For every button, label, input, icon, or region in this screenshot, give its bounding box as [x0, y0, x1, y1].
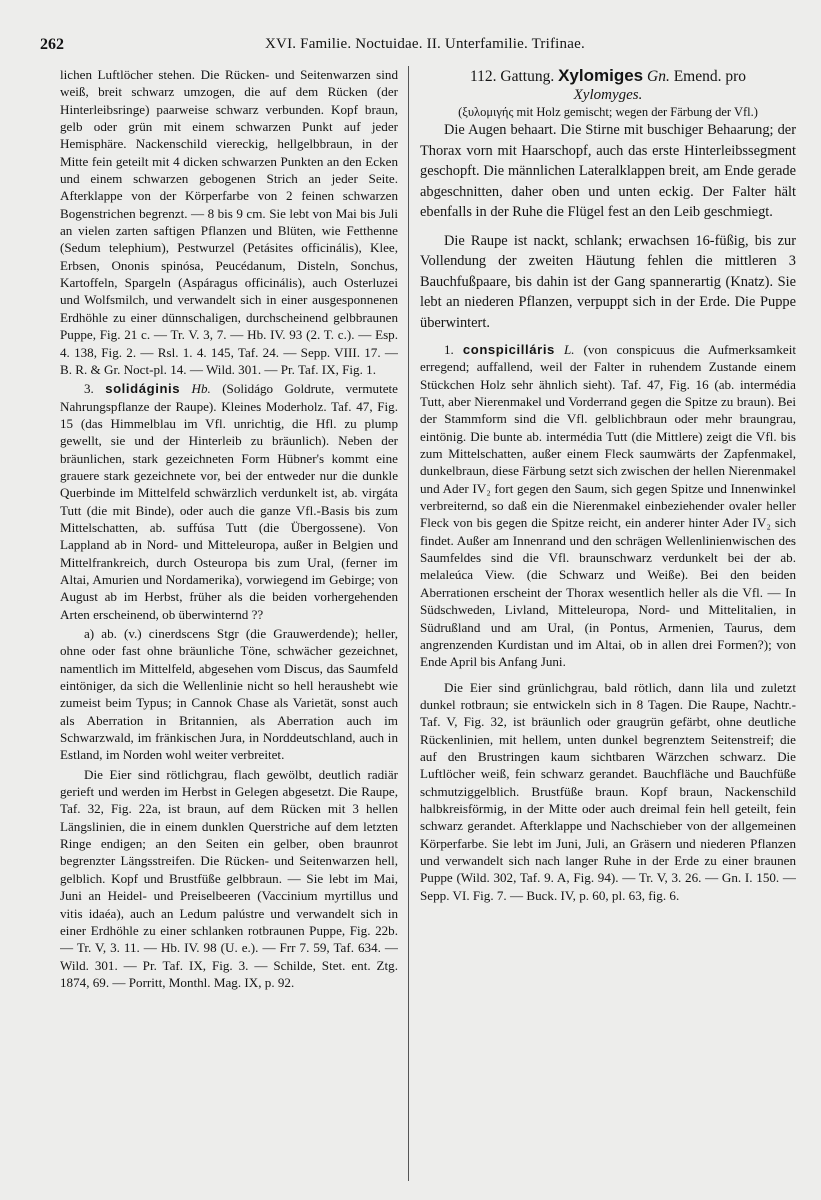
genus-emend: Emend. pro — [673, 68, 747, 85]
running-head: XVI. Familie. Noctuidae. II. Unterfamilie. Trifinae. — [265, 36, 585, 52]
spacer — [420, 223, 796, 231]
larva-description: Die Raupe ist nackt, schlank; erwachsen 16-füßig, bis zur Vollendung der zweiten Häutung fehlen die mittleren 3 Bauchfußpaare, bis dahin ist der Gang spannerartig (Knatz). Sie lebt an niederen Pflanzen, verpuppt sich in der Erde. Die Puppe überwintert. — [420, 232, 796, 331]
species-name: solidáginis — [105, 381, 181, 397]
aberration-cinerascens: a) ab. (v.) cinerdscens Stgr (die Grauwerdende); heller, ohne oder fast ohne bräunliche Töne, schwächer gezeichnet, namentlich im Mittelfeld, abgesehen vom Discus, das Saumfeld eintöniger, da sich die Wellenlinie nicht so hell heraushebt wie zumeist beim Typus; in Cannok Chase als Varietät, sonst auch als Aberration in Britannien, als Aberration auch im Schwarzwald, im fränkischen Jura, in Norddeutschland, auch in Estland, im Norden wohl weiter verbreitet. — [60, 626, 398, 763]
genus-alt-name: Xylomyges. — [573, 87, 643, 103]
continued-paragraph: lichen Luftlöcher stehen. Die Rücken- und Seitenwarzen sind weiß, breit schwarz umzogen, die auf dem Rücken (der Hinterleibsringe) paarweise schwarz verbunden. Kopf braun, gelb oder grün mit einem schwarzen Punkt auf jeder Hemisphäre. Nackenschild viereckig, hellgelbbraun, in der Mitte fein geteilt mit 4 dicken schwarzen Punkten an den Ecken und einem schwarzen gebogenen Strich an jeder Seite. Afterklappe von der Körperfarbe von 2 feinen schwarzen Bogenstrichen begrenzt. — 8 bis 9 cm. Sie lebt von Mai bis Juli an vielen zarten saftigen Pflanzen und Blüten, wie Fetthenne (Sedum telephium), Pestwurzel (Petásites officinális), Klee, Erbsen, Ononis spinósa, Peucédanum, Disteln, Sonchus, Kartoffeln, Spargeln (Aspáragus officinális), auch Osterluzei und Wolfsmilch, und verwandelt sich in einer ausgesponnenen Erdhöhle zu einer dünnschaligen, durchscheinend gelbbraunen Puppe, Fig. 21 c. — Tr. V. 3, 7. — Hb. IV. 93 (2. T. c.). — Esp. 4. 138, Fig. 2. — Rsl. 1. 4. 145, Taf. 24. — Sepp. VIII. 17. — B. R. & Gr. Noct-pl. 14. — Wild. 301. — Pr. Taf. IX, Fig. 1. — [60, 67, 398, 377]
genus-name: Xylomiges — [558, 66, 644, 85]
species-entry-conspicillaris — [420, 341, 796, 671]
genus-heading — [420, 66, 796, 86]
eggs-larva-paragraph: Die Eier sind grünlichgrau, bald rötlich, dann lila und zuletzt dunkel rotbraun; sie entwickeln sich in 8 Tagen. Die Raupe, Nachtr.-Taf. V, Fig. 32, ist bräunlich oder graugrün gefärbt, ohne deutliche Rückenlinien, mit hellem, unten dunkel begrenztem Seitenstreif; die auf den Brustringen kaum sichtbaren Wärzchen schwarz. Die Luftlöcher weiß, fein schwarz gerandet. Bauchfläche und Bauchfüße schmutziggelblich. Brustfüße braun. Kopf braun, Nackenschild halbkreisförmig, in der Mitte oder auch dreimal fein hell geteilt, fein schwarz gerandet. Afterklappe und Nachschieber von der allgemeinen Körperfarbe. Sie lebt im Juni, Juli, an Gräsern und niederen Pflanzen und verwandelt sich nach langer Ruhe in der Erde zu einer braunen Puppe (Wild. 302, Taf. 9. A, Fig. 94). — Tr. V, 3. 26. — Gn. I. 150. — Sepp. VI. Fig. 7. — Buck. IV, p. 60, pl. 63, fig. 6. — [420, 679, 796, 903]
genus-etymology: (ξυλομιγής mit Holz gemischt; wegen der Färbung der Vfl.) — [458, 105, 758, 119]
spacer — [420, 333, 796, 341]
species-number: 3. — [84, 381, 94, 397]
genus-number: 112. Gattung. — [469, 68, 555, 85]
species-author: Hb. — [191, 381, 211, 397]
spacer — [420, 671, 796, 679]
eggs-larva-paragraph: Die Eier sind rötlichgrau, flach gewölbt, deutlich radiär gerieft und werden im Herbst in Gelegen abgesetzt. Die Raupe, Taf. 32, Fig. 22a, ist braun, auf dem Rücken mit 3 hellen Längslinien, die in einem dunklen Querstriche auf dem letzten Ringe endigen; an den Seiten ein gelber, oben braunrot begrenzter Längsstreifen. Die Rücken- und Seitenwarzen hell, gelblich. Kopf und Brustfüße gelbbraun. — Sie lebt im Mai, Juni an Heidel- und Preiselbeeren (Vaccinium myrtillus und vitis idaéa), auch an Ledum palústre und verwandelt sich in einer Erdhöhle zu einer schlanken rotbraunen Puppe, Fig. 22b. — Tr. V, 3. 11. — Hb. IV. 98 (U. e.). — Frr 7. 59, Taf. 634. — Wild. 301. — Pr. Taf. IX, Fig. 3. — Schilde, Stet. ent. Ztg. 1874, 69. — Porritt, Monthl. Mag. IX, p. 92. — [60, 766, 398, 990]
species-text: (Solidágo Goldrute, vermutete Nahrungspflanze der Raupe). Kleines Moderholz. Taf. 47, Fig. 15 (das Himmelblau im Vfl. unrichtig, die Hfl. zu plump gewellt, sie und der Hinterleib zu bräunlich). Neben der bräunlichen, stark gezeichneten Form Hübner's kommt eine grauere stark gezeichnete vor, bei der entweder nur die dunkle Querbinde im Mittelfeld schwärzlich verdunkelt ist, ab. virgáta Tutt (die mit Binde), oder auch die ganze Vfl.-Basis bis zum Mittelschatten, ab. suffúsa Tutt (die Übergossene). Von Lappland ab in Nord- und Mitteleuropa, außer in Belgien und Mittelfrankreich, durch Osteuropa bis zum Ural, (ferner im Altai, Amurien und Nordamerika), vorwiegend im Gebirge; von August ab im Herbst, früher als die beiden vorhergehenden Arten erscheinend, ob überwinternd ?? — [60, 381, 398, 622]
column-divider — [408, 66, 409, 1181]
species-author: L. — [563, 342, 575, 357]
species-entry-solidaginis — [60, 380, 398, 623]
species-text: (von conspicuus die Aufmerksamkeit erregend; auffallend, weil der Falter in ruhendem Zustande einem Stückchen Holz sehr ähnlich sieht). Taf. 47, Fig. 16 (ab. intermédia Tutt, aber Nierenmakel und Vorderrand gegen die Spitze zu braun). Bei der Stammform sind die Vfl. gelblichbraun oder mehr braungrau, eintönig. Die bunte ab. intermédia Tutt (die Mittlere) zeigt die Vfl. bis zum Mittelschatten, außer einem Fleck saumwärts der Zapfenmakel, dunkelbraun, diese Färbung setzt sich zwischen der hellen Nierenmakel und Ader IV₂ fort gegen den Saum, sich gegen Spitze und Innenwinkel verbreiternd, so daß ein die Nierenmakel einbeziehender ovaler heller Fleck von bis gegen die Spitze reicht, ein anderer hinter Ader IV₂ sich findet. Außer am Innenrand und den schrägen Wellenlinienwischen des Saumfeldes sind die Vfl. braunschwarz verdunkelt bei der ab. melaleúca View. (die Schwarz und Weiße). Bei den beiden Aberrationen erscheint der Thorax wesentlich heller als die Vfl. — In Südschweden, Livland, Mitteleuropa, Nord- und Mittelitalien, in Südrußland und am Ural, (in Pontus, Armenien, Taurus, dem angrenzenden Kurdistan und im Altai, ob in allen drei Formen?); von Ende April bis Anfang Juni. — [420, 342, 796, 670]
species-name: conspicilláris — [462, 342, 555, 357]
genus-description: Die Augen behaart. Die Stirne mit buschiger Behaarung; der Thorax vorn mit Haarschopf, auch das erste Hinterleibssegment geschopft. Die männlichen Lateralklappen breit, am Ende gerade abgeschnitten, daher oben und unten eckig. Der Falter hält ebenfalls in der Ruhe die Flügel fest an den Leib geschmiegt. — [420, 122, 796, 220]
genus-author: Gn. — [647, 68, 670, 85]
page-header — [40, 36, 791, 58]
left-column — [60, 66, 398, 1186]
right-column — [420, 66, 796, 1176]
page-number: 262 — [40, 36, 64, 53]
species-number: 1. — [444, 342, 454, 357]
